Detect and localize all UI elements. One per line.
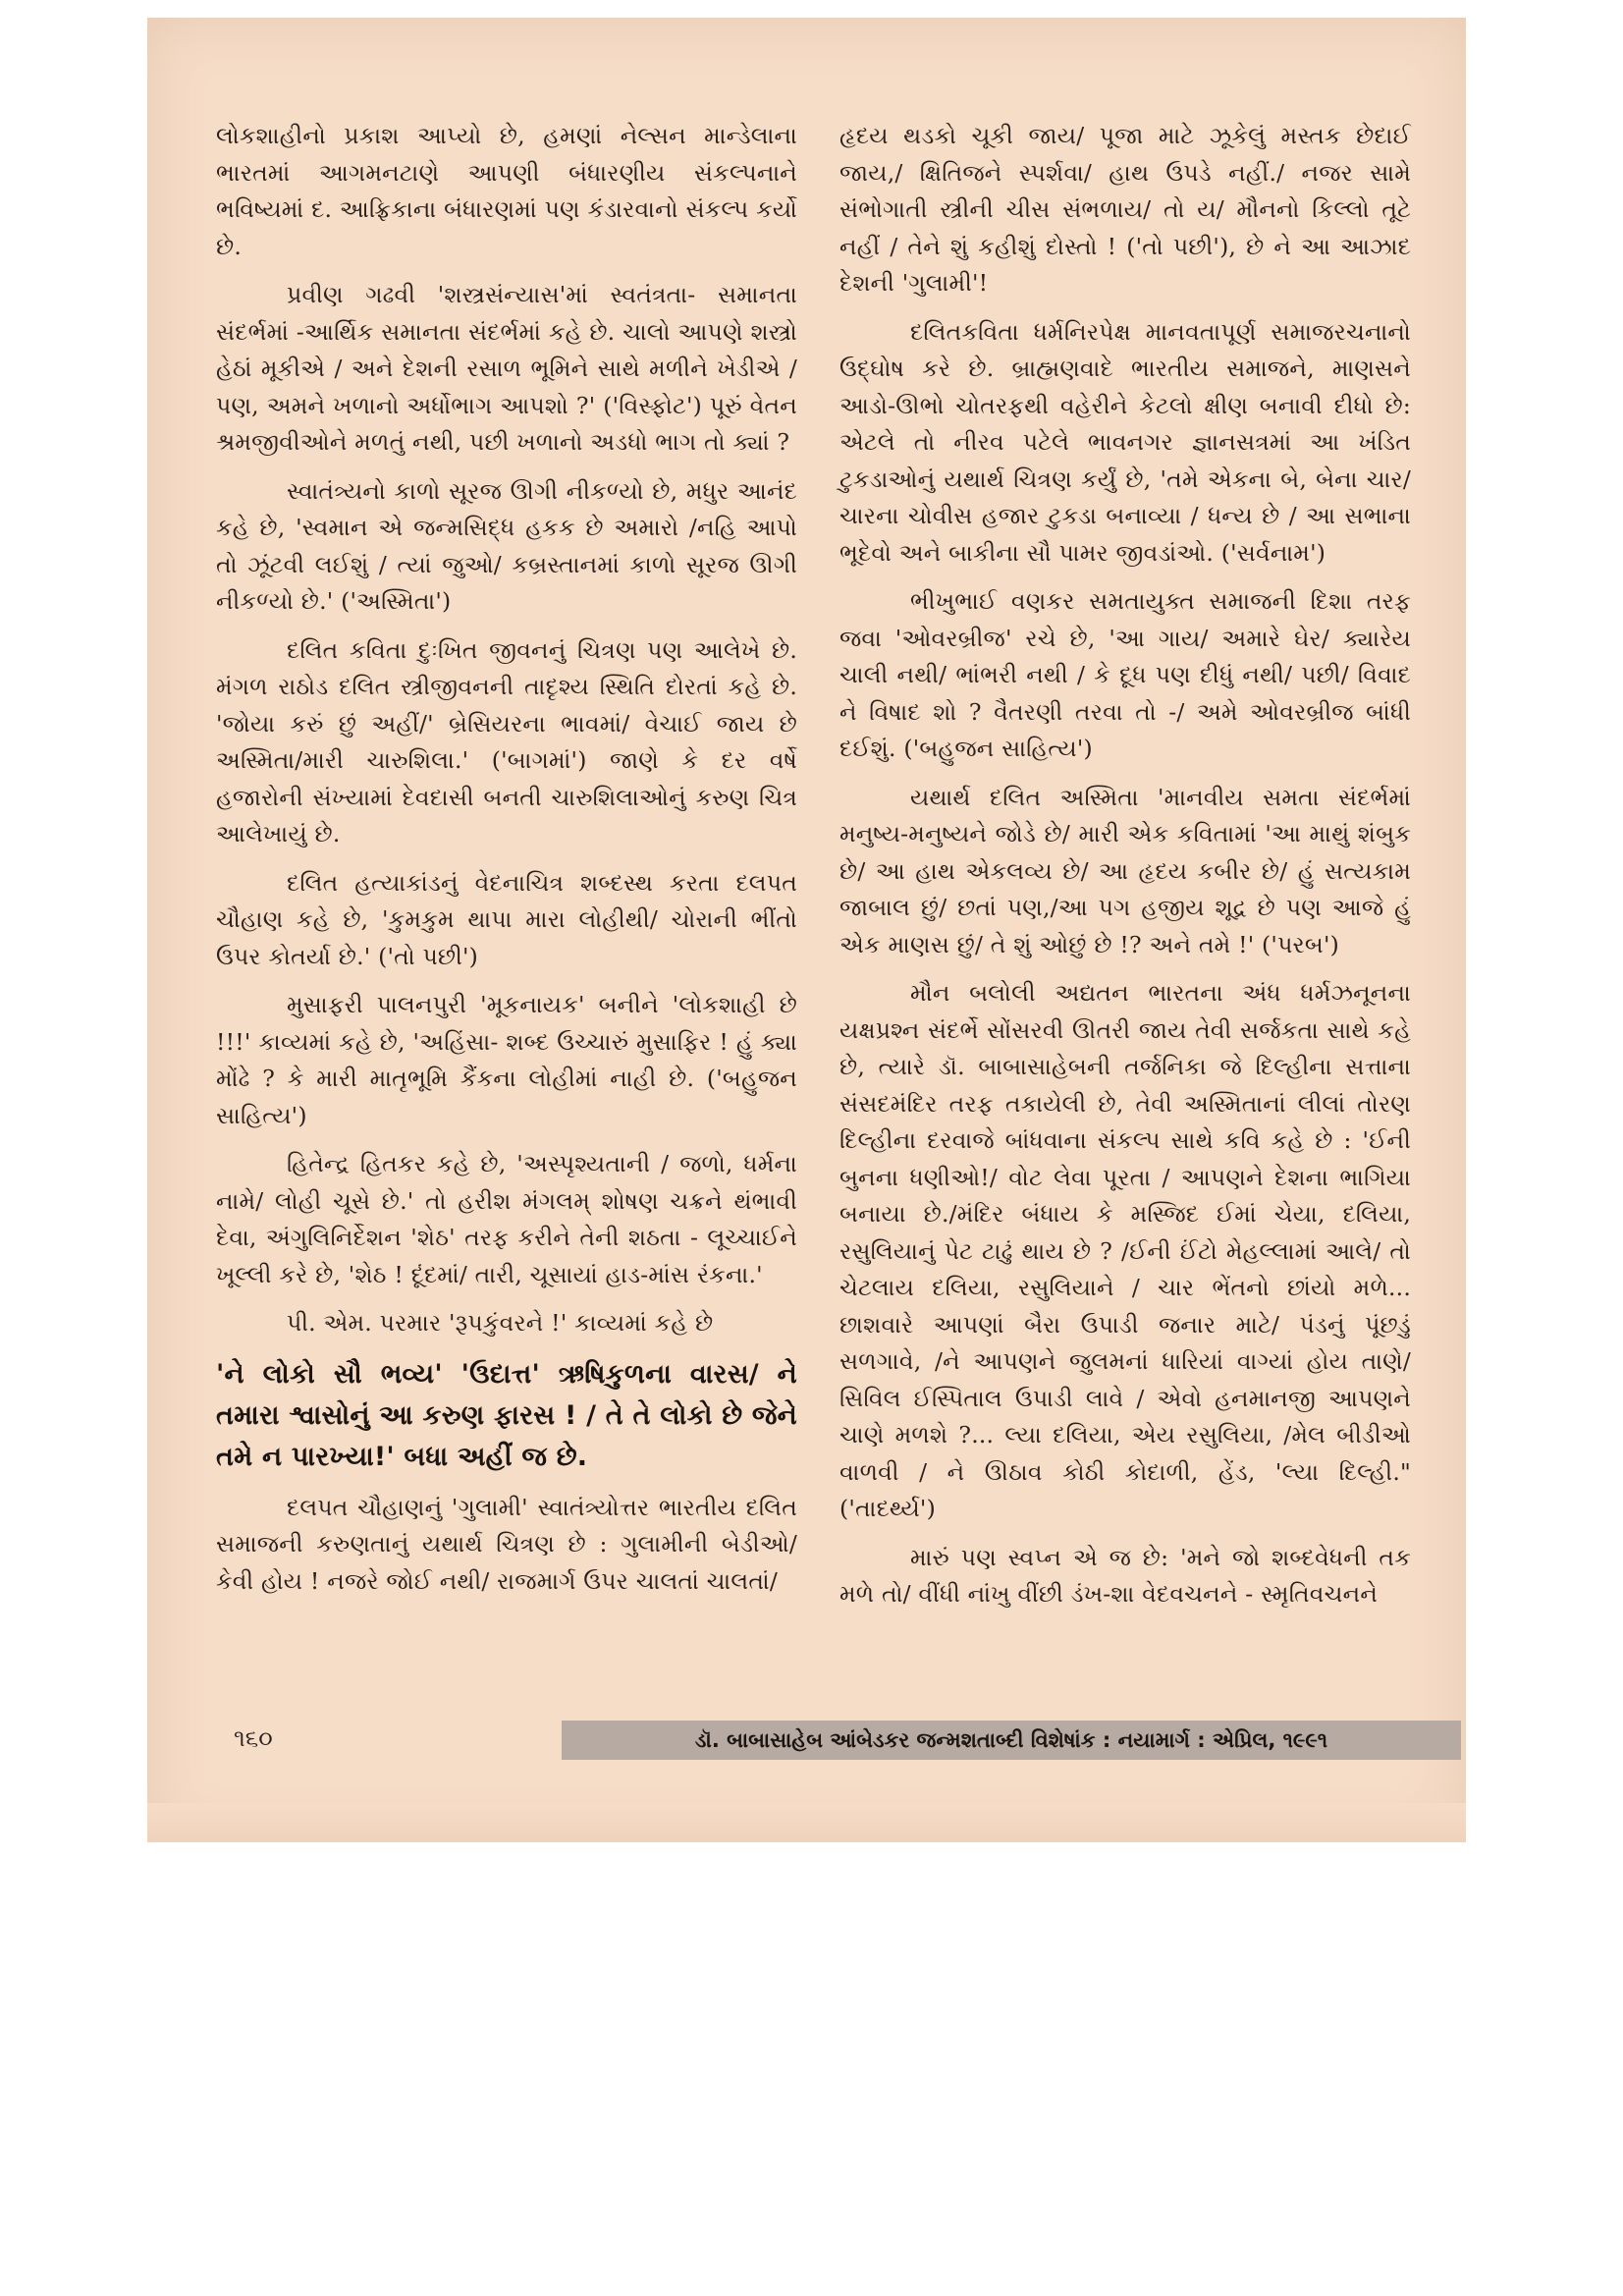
paragraph: મુસાફરી પાલનપુરી 'મૂકનાયક' બનીને 'લોકશાહી છે !!!' કાવ્યમાં કહે છે, 'અહિંસા- શબ્દ ઉચ્ચારું મુસાફિર ! હું ક્યા મોંઢે ? કે મારી માતૃભૂમિ કૈંકના લોહીમાં નાહી છે. ('બહુજન સાહિત્ય') bbox=[216, 991, 797, 1129]
paragraph: ભીખુભાઈ વણકર સમતાયુક્ત સમાજની દિશા તરફ જવા 'ઓવરબ્રીજ' રચે છે, 'આ ગાય/ અમારે ઘેર/ ક્યારેય ચાલી નથી/ ભાંભરી નથી / કે દૂધ પણ દીધું નથી/ પછી/ વિવાદ ને વિષાદ શો ? વૈતરણી તરવા તો -/ અમે ઓવરબ્રીજ બાંધી દઈશું. ('બહુજન સાહિત્ય') bbox=[839, 587, 1411, 762]
paragraph: હૃદય થડકો ચૂકી જાય/ પૂજા માટે ઝૂકેલું મસ્તક છેદાઈ જાય,/ ક્ષિતિજને સ્પર્શવા/ હાથ ઉપડે નહીં./ નજર સામે સંભોગાતી સ્ત્રીની ચીસ સંભળાય/ તો ય/ મૌનનો કિલ્લો તૂટે નહીં / તેને શું કહીશું દોસ્તો ! ('તો પછી'), છે ને આ આઝાદ દેશની 'ગુલામી'! bbox=[839, 122, 1411, 297]
pull-quote: 'ને લોકો સૌ ભવ્ય' 'ઉદાત્ત' ઋષિકુળના વારસ/ ને તમારા શ્વાસોનું આ કરુણ ફારસ ! / તે તે લોકો છે જેને તમે ન પારખ્યા!' બધા અહીં જ છે. bbox=[216, 1358, 797, 1472]
paragraph: દલિત હત્યાકાંડનું વેદનાચિત્ર શબ્દસ્થ કરતા દલપત ચૌહાણ કહે છે, 'કુમકુમ થાપા મારા લોહીથી/ ચોરાની ભીંતો ઉપર કોતર્યા છે.' ('તો પછી') bbox=[216, 868, 797, 970]
paragraph: યથાર્થ દલિત અસ્મિતા 'માનવીય સમતા સંદર્ભમાં મનુષ્ય-મનુષ્યને જોડે છે/ મારી એક કવિતામાં 'આ માથું શંબુક છે/ આ હાથ એકલવ્ય છે/ આ હૃદય કબીર છે/ હું સત્યકામ જાબાલ છું/ છતાં પણ,/આ પગ હજીય શૂદ્ર છે પણ આજે હું એક માણસ છું/ તે શું ઓછું છે !? અને તમે !' ('પરબ') bbox=[839, 783, 1411, 958]
paragraph: લોકશાહીનો પ્રકાશ આપ્યો છે, હમણાં નેલ્સન માન્ડેલાના ભારતમાં આગમનટાણે આપણી બંધારણીય સંકલ્પનાને ભવિષ્યમાં દ. આફ્રિકાના બંધારણમાં પણ કંડારવાનો સંકલ્પ કર્યો છે. bbox=[216, 122, 797, 260]
paragraph: દલિત કવિતા દુઃખિત જીવનનું ચિત્રણ પણ આલેખે છે. મંગળ રાઠોડ દલિત સ્ત્રીજીવનની તાદૃશ્ય સ્થિતિ દોરતાં કહે છે. 'જોયા કરું છું અહીં/' બ્રેસિયરના ભાવમાં/ વેચાઈ જાય છે અસ્મિતા/મારી ચારુશિલા.' ('બાગમાં') જાણે કે દર વર્ષે હજારોની સંખ્યામાં દેવદાસી બનતી ચારુશિલાઓનું કરુણ ચિત્ર આલેખાયું છે. bbox=[216, 635, 797, 847]
page-footer bbox=[216, 1721, 1414, 1760]
paragraph: દલિતકવિતા ધર્મનિરપેક્ષ માનવતાપૂર્ણ સમાજરચનાનો ઉદ્‌ઘોષ કરે છે. બ્રાહ્મણવાદે ભારતીય સમાજને, માણસને આડો-ઊભો ચોતરફથી વહેરીને કેટલો ક્ષીણ બનાવી દીધો છે: એટલે તો નીરવ પટેલે ભાવનગર જ્ઞાનસત્રમાં આ ખંડિત ટુકડાઓનું યથાર્થ ચિત્રણ કર્યું છે, 'તમે એકના બે, બેના ચાર/ ચારના ચોવીસ હજાર ટુકડા બનાવ્યા / ધન્ય છે / આ સભાના ભૂદેવો અને બાકીના સૌ પામર જીવડાંઓ. ('સર્વનામ') bbox=[839, 317, 1411, 567]
paragraph: પી. એમ. પરમાર 'રૂપકુંવરને !' કાવ્યમાં કહે છે bbox=[287, 1309, 714, 1337]
paragraph: સ્વાતંત્ર્યનો કાળો સૂરજ ઊગી નીકળ્યો છે, મધુર આનંદ કહે છે, 'સ્વમાન એ જન્મસિદ્ધ હકક છે અમારો /નહિ આપો તો ઝૂંટવી લઈશું / ત્યાં જુઓ/ કબ્રસ્તાનમાં કાળો સૂરજ ઊગી નીકળ્યો છે.' ('અસ્મિતા') bbox=[216, 476, 797, 615]
paragraph: પ્રવીણ ગઢવી 'શસ્ત્રસંન્યાસ'માં સ્વતંત્રતા- સમાનતા સંદર્ભમાં -આર્થિક સમાનતા સંદર્ભમાં કહે છે. ચાલો આપણે શસ્ત્રો હેઠાં મૂકીએ / અને દેશની રસાળ ભૂમિને સાથે મળીને ખેડીએ / પણ, અમને ખળાનો અર્ધોભાગ આપશો ?' ('વિસ્ફોટ') પૂરું વેતન શ્રમજીવીઓને મળતું નથી, પછી ખળાનો અડધો ભાગ તો ક્યાં ? bbox=[216, 281, 797, 456]
running-title: ડૉ. બાબાસાહેબ આંબેડકર જન્મશતાબ્દી વિશેષાંક : નયામાર્ગ : એપ્રિલ, ૧૯૯૧ bbox=[562, 1721, 1461, 1760]
paragraph: મૌન બલોલી અદ્યતન ભારતના અંધ ધર્મઝનૂનના યક્ષપ્રશ્ન સંદર્ભે સોંસરવી ઊતરી જાય તેવી સર્જકતા સાથે કહે છે, ત્યારે ડૉ. બાબાસાહેબની તર્જનિકા જે દિલ્હીના સત્તાના સંસદમંદિર તરફ તકાયેલી છે, તેવી અસ્મિતાનાં લીલાં તોરણ દિલ્હીના દરવાજે બાંધવાના સંકલ્પ સાથે કવિ કહે છે : 'ઈની બુનના ધણીઓ!/ વોટ લેવા પૂરતા / આપણને દેશના ભાગિયા બનાયા છે./મંદિર બંધાય કે મસ્જિદ ઈમાં ચેયા, દલિયા, રસુલિયાનું પેટ ટાઢું થાય છે ? /ઈની ઈંટો મેહલ્લામાં આલે/ તો ચેટલાય દલિયા, રસુલિયાને / ચાર ભેંતનો છાંયો મળે... છાશવારે આપણાં બૈરા ઉપાડી જનાર માટે/ પંડનું પૂંછડું સળગાવે, /ને આપણને જુલમનાં ધારિયાં વાગ્યાં હોય તાણે/ સિવિલ ઈસ્પિતાલ ઉપાડી લાવે / એવો હનમાનજી આપણને ચાણે મળશે ?... લ્યા દલિયા, એય રસુલિયા, /મેલ બીડીઓ વાળવી / ને ઊઠાવ કોઠી કોદાળી, હેંડ, 'લ્યા દિલ્હી." ('તાદર્થ્ય') bbox=[839, 979, 1411, 1522]
page-number: ૧૬૦ bbox=[234, 1724, 273, 1752]
paragraph: દલપત ચૌહાણનું 'ગુલામી' સ્વાતંત્ર્યોત્તર ભારતીય દલિત સમાજની કરુણતાનું યથાર્થ ચિત્રણ છે : ગુલામીની બેડીઓ/ કેવી હોય ! નજરે જોઈ નથી/ રાજમાર્ગ ઉપર ચાલતાં ચાલતાં/ bbox=[216, 1493, 797, 1595]
left-column bbox=[216, 118, 797, 1612]
paragraph: હિતેન્દ્ર હિતકર કહે છે, 'અસ્પૃશ્યતાની / જળો, ધર્મના નામે/ લોહી ચૂસે છે.' તો હરીશ મંગલમ્ શોષણ ચક્રને થંભાવી દેવા, અંગુલિનિર્દેશન 'શેઠ' તરફ કરીને તેની શઠતા - લૂચ્ચાઈને ખૂલ્લી કરે છે, 'શેઠ ! દૂંદમાં/ તારી, ચૂસાયાં હાડ-માંસ રંકના.' bbox=[216, 1150, 797, 1288]
paragraph: મારું પણ સ્વપ્ન એ જ છે: 'મને જો શબ્દવેધની તક મળે તો/ વીંધી નાંખુ વીંછી ડંખ-શા વેદવચનને - સ્મૃતિવચનને bbox=[839, 1543, 1411, 1608]
right-column bbox=[839, 118, 1411, 1625]
